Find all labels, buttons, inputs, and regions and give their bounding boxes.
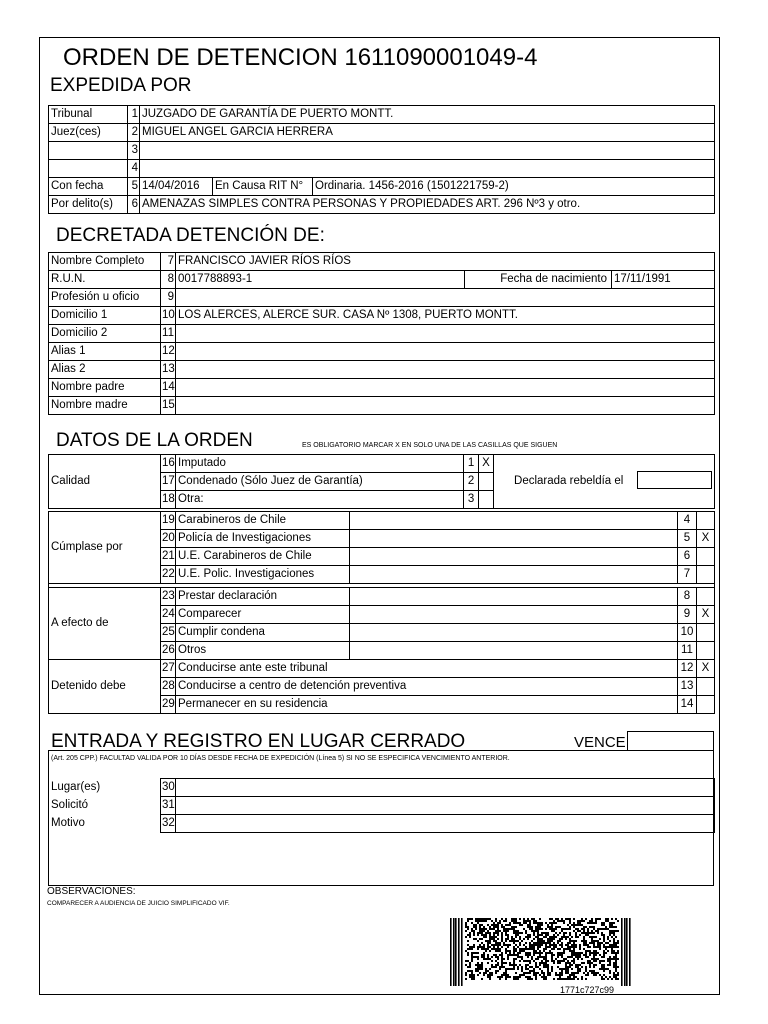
option-text: Otra: — [176, 491, 464, 509]
line-number: 13 — [161, 361, 176, 379]
address-value: LOS ALERCES, ALERCE SUR. CASA Nº 1308, PUERTO MONTT. — [176, 307, 715, 325]
judge-value — [140, 160, 715, 178]
option-checkbox[interactable]: X — [697, 660, 715, 678]
detainee-row — [49, 289, 715, 307]
option-code: 1 — [464, 455, 479, 473]
date-label: Con fecha — [49, 178, 128, 196]
line-number: 14 — [161, 379, 176, 397]
option-checkbox[interactable] — [697, 624, 715, 642]
option-checkbox[interactable]: X — [697, 606, 715, 624]
field-value — [176, 325, 715, 343]
entry-legal-note: (Art. 205 CPP.) FACULTAD VALIDA POR 10 DÍAS DESDE FECHA DE EXPEDICIÓN (Línea 5) SI NO SE ESPECIFICA VENCIMIENTO ANTERIOR. — [51, 755, 510, 762]
detenido-label: Detenido debe — [49, 660, 161, 714]
requested-value — [176, 797, 715, 815]
issuer-row-crime — [49, 196, 715, 214]
issuer-label: Tribunal — [49, 106, 128, 124]
option-text: Otros — [176, 642, 350, 660]
line-number: 26 — [161, 642, 176, 660]
option-checkbox[interactable] — [697, 548, 715, 566]
detainee-row — [49, 343, 715, 361]
date-value: 14/04/2016 — [140, 178, 213, 196]
option-blank — [350, 566, 678, 584]
vence-field[interactable] — [627, 731, 714, 751]
line-number: 11 — [161, 325, 176, 343]
cumplase-label: Cúmplase por — [49, 512, 161, 584]
option-code: 14 — [678, 696, 697, 714]
line-number: 9 — [161, 289, 176, 307]
document-title: ORDEN DE DETENCION 1611090001049-4 — [63, 44, 538, 71]
birth-date-value: 17/11/1991 — [612, 271, 715, 289]
option-text: Permanecer en su residencia — [176, 696, 678, 714]
option-blank — [350, 642, 678, 660]
option-code: 3 — [464, 491, 479, 509]
field-value — [176, 397, 715, 415]
option-text: Policía de Investigaciones — [176, 530, 350, 548]
field-label: Domicilio 1 — [49, 307, 161, 325]
field-value — [176, 379, 715, 397]
option-blank — [350, 606, 678, 624]
option-blank — [350, 530, 678, 548]
field-label: Alias 1 — [49, 343, 161, 361]
option-text: Conducirse ante este tribunal — [176, 660, 678, 678]
option-text: Comparecer — [176, 606, 350, 624]
name-label: Nombre Completo — [49, 253, 161, 271]
option-blank — [350, 588, 678, 606]
birth-date-label: Fecha de nacimiento — [465, 271, 612, 289]
judge-value — [140, 142, 715, 160]
option-blank — [350, 624, 678, 642]
option-code: 4 — [678, 512, 697, 530]
line-number: 1 — [128, 106, 140, 124]
line-number: 32 — [161, 815, 176, 833]
option-code: 11 — [678, 642, 697, 660]
calidad-table — [48, 454, 715, 509]
field-label: Nombre padre — [49, 379, 161, 397]
line-number: 21 — [161, 548, 176, 566]
option-checkbox[interactable] — [479, 473, 494, 491]
rebeldia-cell — [494, 455, 715, 509]
line-number: 28 — [161, 678, 176, 696]
option-code: 12 — [678, 660, 697, 678]
field-value — [176, 343, 715, 361]
line-number: 3 — [128, 142, 140, 160]
line-number: 19 — [161, 512, 176, 530]
issuer-label — [49, 160, 128, 178]
option-text: Condenado (Sólo Juez de Garantía) — [176, 473, 464, 491]
option-code: 13 — [678, 678, 697, 696]
option-text: Imputado — [176, 455, 464, 473]
field-label: Profesión u oficio — [49, 289, 161, 307]
judge-value: MIGUEL ANGEL GARCIA HERRERA — [140, 124, 715, 142]
reason-value — [176, 815, 715, 833]
line-number: 20 — [161, 530, 176, 548]
option-code: 9 — [678, 606, 697, 624]
calidad-label: Calidad — [49, 455, 161, 509]
option-checkbox[interactable] — [697, 588, 715, 606]
line-number: 22 — [161, 566, 176, 584]
option-code: 5 — [678, 530, 697, 548]
detainee-row — [49, 397, 715, 415]
detainee-table — [48, 252, 715, 415]
line-number: 23 — [161, 588, 176, 606]
detainee-row — [49, 361, 715, 379]
line-number: 30 — [161, 779, 176, 797]
option-checkbox[interactable] — [697, 678, 715, 696]
barcode — [450, 918, 632, 986]
line-number: 15 — [161, 397, 176, 415]
option-code: 8 — [678, 588, 697, 606]
line-number: 29 — [161, 696, 176, 714]
option-code: 7 — [678, 566, 697, 584]
order-heading: DATOS DE LA ORDEN — [56, 430, 253, 451]
option-code: 10 — [678, 624, 697, 642]
order-options-table — [48, 511, 715, 714]
cause-label: En Causa RIT N° — [213, 178, 313, 196]
option-blank — [350, 548, 678, 566]
issuer-row-4 — [49, 160, 715, 178]
crime-label: Por delito(s) — [49, 196, 128, 214]
entry-label: Motivo — [49, 815, 161, 833]
line-number: 8 — [161, 271, 176, 289]
line-number: 4 — [128, 160, 140, 178]
line-number: 6 — [128, 196, 140, 214]
field-label: Domicilio 2 — [49, 325, 161, 343]
field-value — [176, 361, 715, 379]
detainee-row — [49, 379, 715, 397]
entry-label: Lugar(es) — [49, 779, 161, 797]
line-number: 10 — [161, 307, 176, 325]
line-number: 27 — [161, 660, 176, 678]
option-checkbox[interactable]: X — [479, 455, 494, 473]
entry-table — [48, 778, 715, 833]
line-number: 24 — [161, 606, 176, 624]
field-value — [176, 289, 715, 307]
issuer-label — [49, 142, 128, 160]
detainee-row — [49, 307, 715, 325]
observations-text: COMPARECER A AUDIENCIA DE JUICIO SIMPLIFICADO VIF. — [47, 900, 230, 907]
tribunal-value: JUZGADO DE GARANTÍA DE PUERTO MONTT. — [140, 106, 715, 124]
places-value — [176, 779, 715, 797]
detainee-row-name — [49, 253, 715, 271]
option-text: Carabineros de Chile — [176, 512, 350, 530]
option-text: U.E. Carabineros de Chile — [176, 548, 350, 566]
line-number: 5 — [128, 178, 140, 196]
crime-value: AMENAZAS SIMPLES CONTRA PERSONAS Y PROPIEDADES ART. 296 Nº3 y otro. — [140, 196, 715, 214]
cause-value: Ordinaria. 1456-2016 (1501221759-2) — [313, 178, 715, 196]
rebeldia-date-field[interactable] — [637, 471, 712, 489]
run-label: R.U.N. — [49, 271, 161, 289]
option-text: U.E. Polic. Investigaciones — [176, 566, 350, 584]
name-value: FRANCISCO JAVIER RÍOS RÍOS — [176, 253, 715, 271]
option-checkbox[interactable] — [697, 512, 715, 530]
option-checkbox[interactable]: X — [697, 530, 715, 548]
line-number: 12 — [161, 343, 176, 361]
observations-label: OBSERVACIONES: — [47, 886, 136, 897]
field-label: Nombre madre — [49, 397, 161, 415]
barcode-graphic — [450, 918, 632, 986]
option-checkbox[interactable] — [479, 491, 494, 509]
line-number: 7 — [161, 253, 176, 271]
issuer-table — [48, 105, 715, 214]
option-code: 6 — [678, 548, 697, 566]
issuer-row-3 — [49, 142, 715, 160]
issued-by-heading: EXPEDIDA POR — [50, 75, 192, 96]
run-value: 0017788893-1 — [176, 271, 465, 289]
issuer-label: Juez(ces) — [49, 124, 128, 142]
issuer-row-date — [49, 178, 715, 196]
line-number: 17 — [161, 473, 176, 491]
option-checkbox[interactable] — [697, 566, 715, 584]
line-number: 18 — [161, 491, 176, 509]
option-blank — [350, 512, 678, 530]
entry-label: Solicitó — [49, 797, 161, 815]
option-checkbox[interactable] — [697, 696, 715, 714]
efecto-label: A efecto de — [49, 588, 161, 660]
line-number: 2 — [128, 124, 140, 142]
issuer-row-judge — [49, 124, 715, 142]
option-code: 2 — [464, 473, 479, 491]
option-text: Conducirse a centro de detención preventiva — [176, 678, 678, 696]
line-number: 31 — [161, 797, 176, 815]
detention-heading: DECRETADA DETENCIÓN DE: — [56, 225, 325, 246]
option-checkbox[interactable] — [697, 642, 715, 660]
order-instruction: ES OBLIGATORIO MARCAR X EN SOLO UNA DE LAS CASILLAS QUE SIGUEN — [302, 442, 558, 449]
option-text: Prestar declaración — [176, 588, 350, 606]
vence-label: VENCE — [574, 734, 626, 751]
detainee-row — [49, 325, 715, 343]
issuer-row-tribunal — [49, 106, 715, 124]
detainee-row-run — [49, 271, 715, 289]
rebeldia-label: Declarada rebeldía el — [514, 475, 624, 487]
line-number: 25 — [161, 624, 176, 642]
line-number: 16 — [161, 455, 176, 473]
barcode-number: 1771c727c99 — [560, 985, 615, 995]
option-text: Cumplir condena — [176, 624, 350, 642]
field-label: Alias 2 — [49, 361, 161, 379]
entry-heading: ENTRADA Y REGISTRO EN LUGAR CERRADO — [51, 731, 466, 752]
